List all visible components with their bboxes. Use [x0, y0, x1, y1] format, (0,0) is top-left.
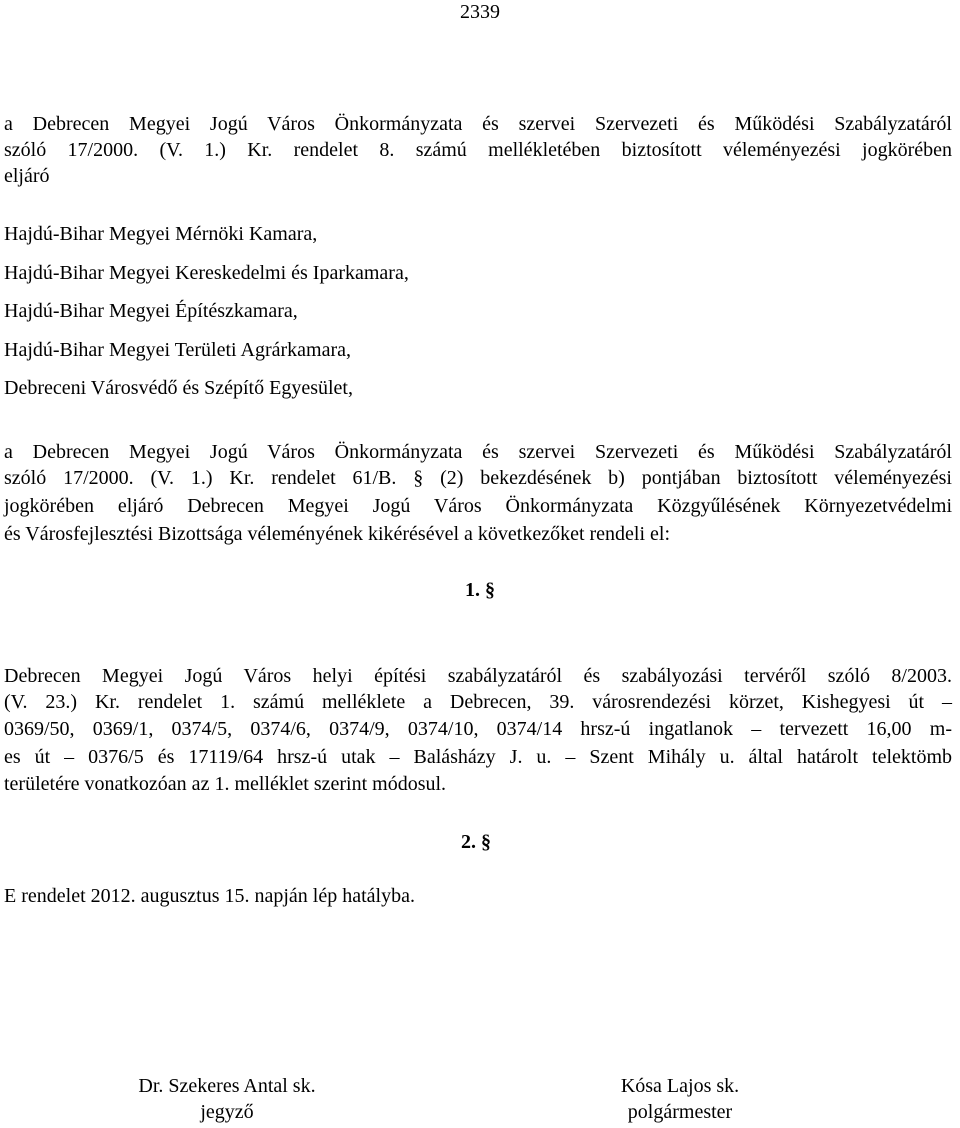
section1-line-5: területére vonatkozóan az 1. melléklet szerint módosul. — [4, 773, 447, 795]
organization-item: Debreceni Városvédő és Szépítő Egyesület, — [4, 377, 353, 399]
section1-line-4: es út – 0376/5 és 17119/64 hrsz-ú utak – Balásházy J. u. – Szent Mihály u. által határolt telektömb — [4, 746, 952, 768]
page-number: 2339 — [460, 1, 500, 23]
paragraph2-line-2: szóló 17/2000. (V. 1.) Kr. rendelet 61/B. § (2) bekezdésének b) pontjában biztosított véleményezési — [4, 467, 952, 489]
right-signature-name: Kósa Lajos sk. — [620, 1075, 740, 1097]
intro-line-1: a Debrecen Megyei Jogú Város Önkormányzata és szervei Szervezeti és Működési Szabályzatáról — [4, 113, 952, 135]
right-signature-title: polgármester — [627, 1101, 733, 1123]
section1-line-2: (V. 23.) Kr. rendelet 1. számú melléklete a Debrecen, 39. városrendezési körzet, Kishegyesi út – — [4, 691, 952, 713]
section-1-heading: 1. § — [465, 579, 495, 601]
paragraph2-line-3: jogkörében eljáró Debrecen Megyei Jogú Város Önkormányzata Közgyűlésének Környezetvédelmi — [4, 495, 952, 517]
intro-line-3: eljáró — [4, 165, 50, 187]
paragraph2-line-1: a Debrecen Megyei Jogú Város Önkormányzata és szervei Szervezeti és Működési Szabályzatáról — [4, 441, 952, 463]
paragraph2-line-4: és Városfejlesztési Bizottsága véleményének kikérésével a következőket rendeli el: — [4, 523, 671, 545]
left-signature-name: Dr. Szekeres Antal sk. — [138, 1075, 316, 1097]
left-signature-title: jegyző — [200, 1101, 254, 1123]
section2-text: E rendelet 2012. augusztus 15. napján lép hatályba. — [4, 885, 415, 907]
section1-line-3: 0369/50, 0369/1, 0374/5, 0374/6, 0374/9, 0374/10, 0374/14 hrsz-ú ingatlanok – tervezett 16,00 m- — [4, 718, 952, 740]
organization-item: Hajdú-Bihar Megyei Mérnöki Kamara, — [4, 223, 318, 245]
intro-line-2: szóló 17/2000. (V. 1.) Kr. rendelet 8. számú mellékletében biztosított véleményezési jogkörében — [4, 139, 952, 161]
organization-item: Hajdú-Bihar Megyei Kereskedelmi és Iparkamara, — [4, 262, 409, 284]
section1-line-1: Debrecen Megyei Jogú Város helyi építési szabályzatáról és szabályozási tervéről szóló 8/2003. — [4, 665, 952, 687]
section-2-heading: 2. § — [461, 831, 491, 853]
organization-item: Hajdú-Bihar Megyei Területi Agrárkamara, — [4, 339, 351, 361]
organization-item: Hajdú-Bihar Megyei Építészkamara, — [4, 300, 298, 322]
